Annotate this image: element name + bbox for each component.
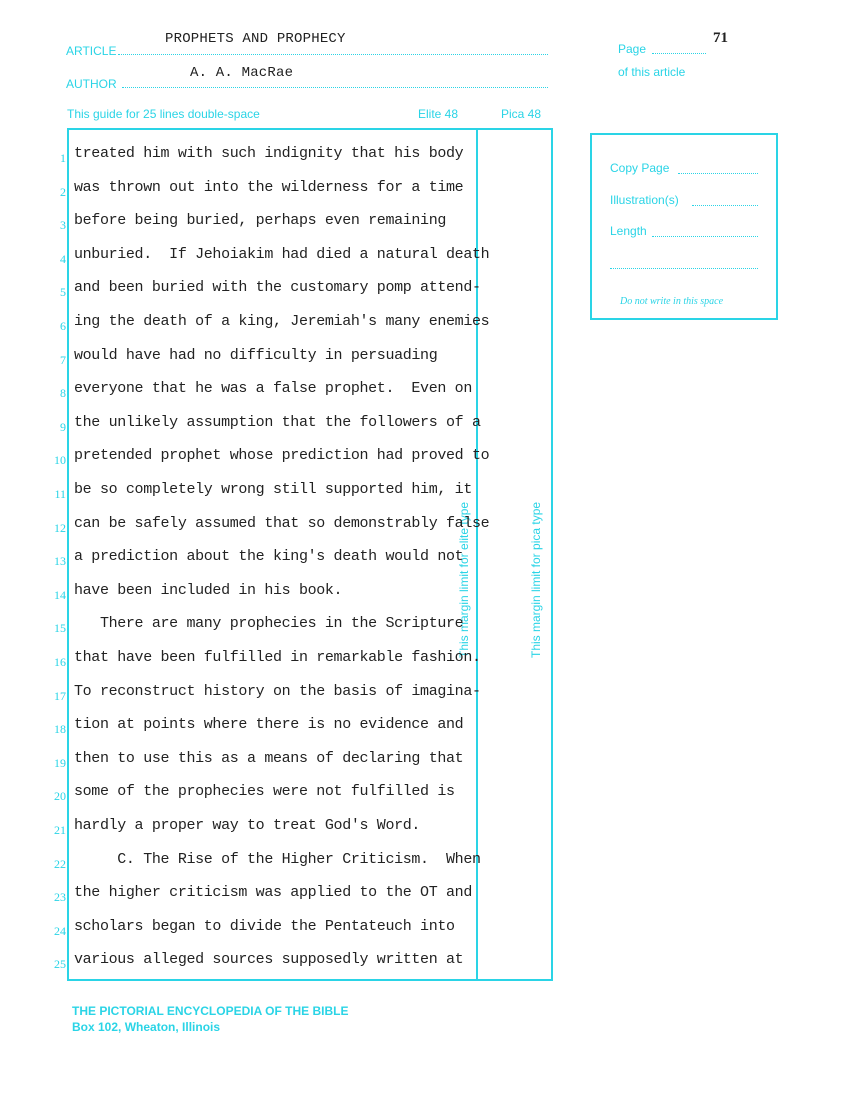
pica-label: Pica 48 (501, 107, 542, 121)
line-number: 8 (60, 386, 66, 401)
pica-margin-label: This margin limit for pica type (529, 501, 543, 658)
line-number: 9 (60, 419, 66, 434)
line-number: 6 (60, 319, 66, 333)
typed-line: various alleged sources supposedly written at (74, 951, 464, 969)
line-number: 25 (54, 957, 66, 972)
illustrations-label: Illustration(s) (610, 193, 679, 207)
line-number: 14 (54, 587, 66, 602)
line-number: 23 (54, 890, 66, 905)
typed-line: have been included in his book. (74, 581, 343, 599)
typed-line: can be safely assumed that so demonstrably false (74, 514, 490, 532)
illustrations-dotline (692, 205, 758, 206)
typed-line: unburied. If Jehoiakim had died a natural death (74, 245, 490, 263)
typed-line: hardly a proper way to treat God's Word. (74, 817, 421, 834)
article-dotline (118, 54, 548, 55)
line-number: 1 (60, 151, 66, 165)
article-title: PROPHETS AND PROPHECY (165, 31, 346, 47)
typed-line: tion at points where there is no evidence and (74, 716, 464, 734)
elite-margin-label: This margin limit for elite type (457, 501, 471, 658)
typed-line: the higher criticism was applied to the OT and (74, 884, 472, 902)
typed-line: before being buried, perhaps even remaining (74, 212, 447, 230)
line-number: 15 (54, 621, 66, 636)
line-number: 24 (54, 923, 66, 938)
length-dotline (652, 236, 758, 237)
copy-page-dotline (678, 173, 758, 174)
do-not-write-note: Do not write in this space (620, 296, 724, 307)
line-number: 20 (54, 789, 66, 804)
typed-line: then to use this as a means of declaring that (74, 749, 464, 767)
line-number: 12 (54, 520, 66, 535)
typed-line: would have had no difficulty in persuading (74, 346, 438, 364)
copy-page-label: Copy Page (610, 161, 670, 175)
footer-publisher: THE PICTORIAL ENCYCLOPEDIA OF THE BIBLE (72, 1004, 349, 1018)
line-number: 7 (60, 352, 66, 367)
line-number: 3 (60, 218, 66, 233)
of-this-article-label: of this article (618, 65, 686, 79)
blank-dotline (610, 268, 758, 269)
line-number: 2 (60, 184, 66, 199)
author-dotline (122, 87, 548, 88)
page-number: 71 (713, 30, 728, 46)
page-label: Page (618, 42, 647, 56)
line-number: 5 (60, 285, 66, 300)
typed-line: everyone that he was a false prophet. Even on (74, 380, 472, 398)
author-label: AUTHOR (66, 77, 117, 91)
line-number: 18 (54, 722, 66, 737)
line-number: 21 (54, 823, 66, 837)
typed-line: some of the prophecies were not fulfilled is (74, 783, 455, 801)
author-name: A. A. MacRae (190, 65, 294, 81)
article-label: ARTICLE (66, 44, 117, 58)
typed-line: the unlikely assumption that the followers of a (74, 413, 481, 431)
typed-line: treated him with such indignity that his body (74, 145, 464, 162)
line-number: 13 (54, 554, 66, 569)
page-dotline (652, 53, 706, 54)
typed-line: be so completely wrong still supported him, it (74, 481, 472, 498)
line-number: 19 (54, 755, 66, 770)
guide-text: This guide for 25 lines double-space (67, 107, 260, 121)
line-number: 10 (54, 453, 66, 468)
elite-label: Elite 48 (418, 107, 459, 121)
typed-line: C. The Rise of the Higher Criticism. When (74, 850, 481, 868)
line-number: 4 (60, 251, 66, 266)
typed-line: was thrown out into the wilderness for a time (74, 178, 464, 196)
line-number: 22 (54, 856, 66, 871)
typed-line: To reconstruct history on the basis of imagina- (74, 682, 481, 700)
typed-line: pretended prophet whose prediction had proved to (74, 447, 490, 465)
typed-line: that have been fulfilled in remarkable fashion. (74, 649, 481, 666)
typed-line: a prediction about the king's death would not (74, 548, 464, 566)
line-number: 11 (54, 487, 66, 501)
typed-line: scholars began to divide the Pentateuch into (74, 917, 455, 935)
line-number: 17 (54, 688, 66, 703)
length-label: Length (610, 224, 647, 238)
typed-line: and been buried with the customary pomp attend- (74, 279, 481, 297)
line-number: 16 (54, 655, 66, 669)
typed-line: ing the death of a king, Jeremiah's many enemies (74, 313, 490, 330)
typed-line: There are many prophecies in the Scripture (74, 615, 464, 633)
footer-address: Box 102, Wheaton, Illinois (72, 1020, 221, 1034)
